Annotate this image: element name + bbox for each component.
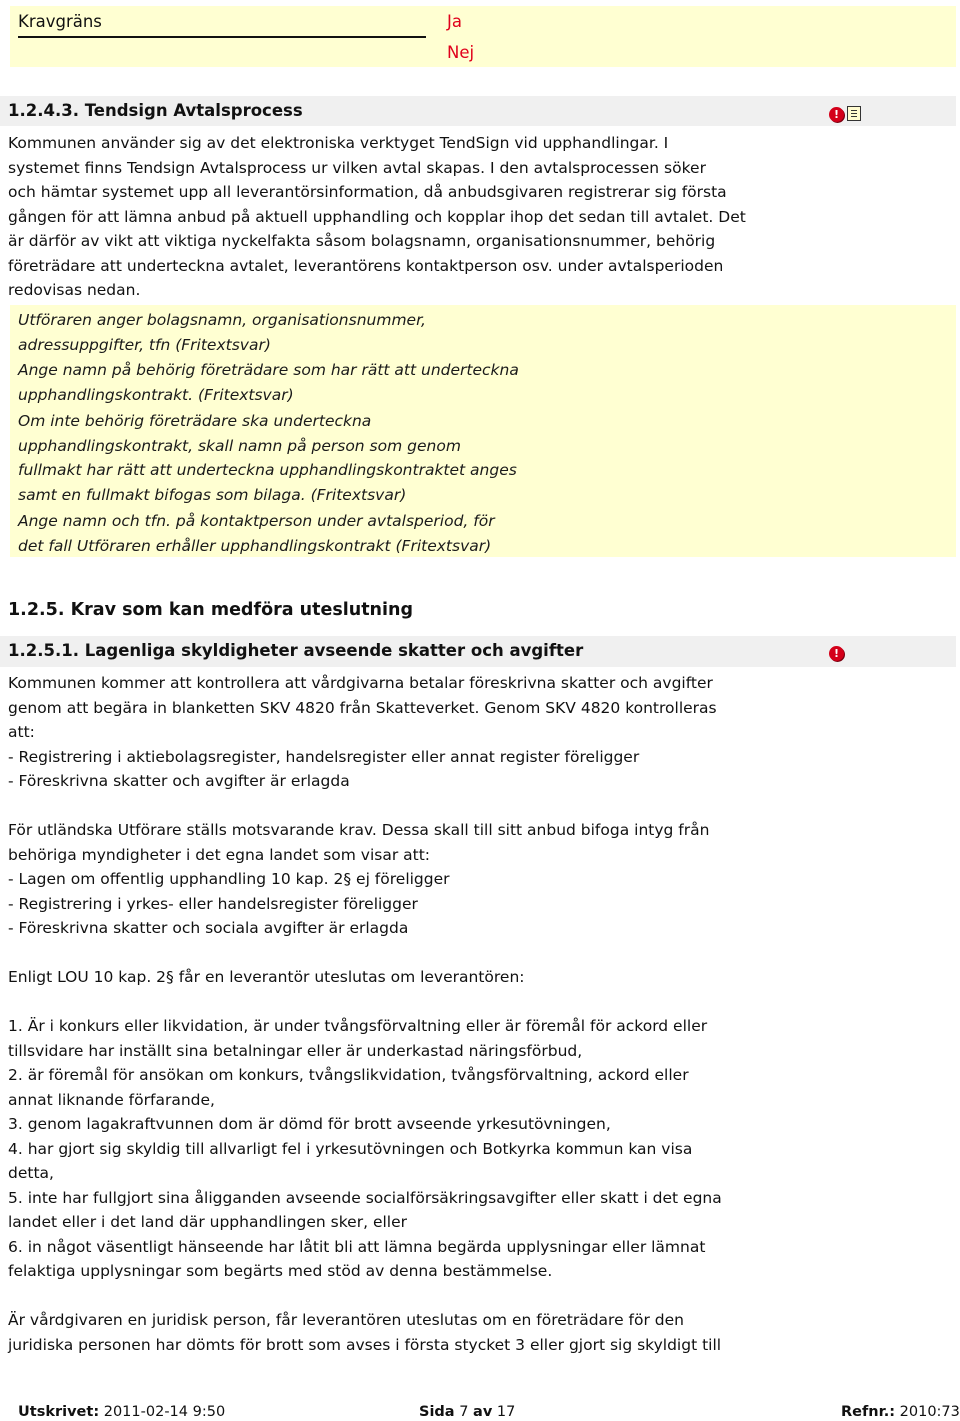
answer-field-signatory[interactable] xyxy=(18,358,519,407)
section-title-1-2-5-1: 1.2.5.1. Lagenliga skyldigheter avseende skatter och avgifter xyxy=(8,641,584,660)
reference-number xyxy=(841,1404,960,1420)
answer-line: upphandlingskontrakt. (Fritextsvar) xyxy=(18,385,294,404)
body-line: annat liknande förfarande, xyxy=(8,1090,215,1109)
body-line: För utländska Utförare ställs motsvarande krav. Dessa skall till sitt anbud bifoga intyg från xyxy=(8,821,710,839)
body-line: Enligt LOU 10 kap. 2§ får en leverantör uteslutas om leverantören: xyxy=(8,968,525,986)
page-number xyxy=(419,1404,515,1420)
body-line: behöriga myndigheter i det egna landet som visar att: xyxy=(8,845,431,864)
body-line: redovisas nedan. xyxy=(8,281,141,299)
page-label: Sida xyxy=(419,1404,455,1420)
ref-label: Refnr.: xyxy=(841,1404,896,1420)
answer-line: Ange namn och tfn. på kontaktperson under avtalsperiod, för xyxy=(18,512,495,530)
section-title-1-2-4-3: 1.2.4.3. Tendsign Avtalsprocess xyxy=(8,101,303,120)
answer-line: adressuppgifter, tfn (Fritextsvar) xyxy=(18,335,271,354)
body-line: - Föreskrivna skatter och avgifter är erlagda xyxy=(8,772,350,790)
section-body-1-2-5-1 xyxy=(8,671,798,1357)
page-current: 7 xyxy=(459,1404,469,1420)
requirement-underline xyxy=(18,36,426,38)
answer-line: Utföraren anger bolagsnamn, organisationsnummer, xyxy=(18,311,426,329)
page-of: av xyxy=(473,1404,493,1420)
ref-value: 2010:73 xyxy=(899,1404,960,1420)
answer-line: det fall Utföraren erhåller upphandlingskontrakt (Fritextsvar) xyxy=(18,536,492,555)
section-title-1-2-5: 1.2.5. Krav som kan medföra uteslutning xyxy=(8,600,414,620)
body-line: 4. har gjort sig skyldig till allvarligt fel i yrkesutövningen och Botkyrka kommun kan visa xyxy=(8,1139,693,1158)
answer-line: fullmakt har rätt att underteckna upphandlingskontraktet anges xyxy=(18,461,517,479)
body-line: är därför av vikt att viktiga nyckelfakta såsom bolagsnamn, organisationsnummer, behörig xyxy=(8,232,716,250)
blank-line xyxy=(8,794,798,819)
page-total: 17 xyxy=(496,1404,516,1420)
answer-line: samt en fullmakt bifogas som bilaga. (Fritextsvar) xyxy=(18,485,407,504)
body-line: att: xyxy=(8,723,35,741)
body-line: och hämtar systemet upp all leverantörsinformation, då anbudsgivaren registrerar sig första xyxy=(8,183,727,201)
body-line: Är vårdgivaren en juridisk person, får leverantören uteslutas om en företrädare för den xyxy=(8,1311,684,1329)
answer-field-proxy[interactable] xyxy=(18,409,517,507)
body-line: genom att begära in blanketten SKV 4820 från Skatteverket. Genom SKV 4820 kontrolleras xyxy=(8,698,717,717)
body-line: - Föreskrivna skatter och sociala avgifter är erlagda xyxy=(8,919,409,937)
note-icon[interactable] xyxy=(847,106,861,121)
body-line: - Lagen om offentlig upphandling 10 kap. 2§ ej föreligger xyxy=(8,870,450,888)
body-line: 2. är föremål för ansökan om konkurs, tvångslikvidation, tvångsförvaltning, ackord eller xyxy=(8,1066,689,1084)
section-body-1-2-4-3 xyxy=(8,131,798,303)
blank-line xyxy=(8,941,798,966)
blank-line xyxy=(8,990,798,1015)
body-line: 3. genom lagakraftvunnen dom är dömd för brott avseende yrkesutövningen, xyxy=(8,1115,611,1133)
requirement-label: Kravgräns xyxy=(18,12,102,31)
printed-date xyxy=(18,1404,225,1420)
body-line: - Registrering i yrkes- eller handelsregister föreligger xyxy=(8,894,418,913)
exclamation-icon: ! xyxy=(829,107,844,122)
body-line: Kommunen kommer att kontrollera att vårdgivarna betalar föreskrivna skatter och avgifter xyxy=(8,674,713,692)
blank-line xyxy=(8,1284,798,1309)
printed-label: Utskrivet: xyxy=(18,1404,100,1420)
body-line: systemet finns Tendsign Avtalsprocess ur vilken avtal skapas. I den avtalsprocessen söker xyxy=(8,158,706,177)
body-line: 6. in något väsentligt hänseende har låtit bli att lämna begärda upplysningar eller lämnat xyxy=(8,1237,706,1256)
body-line: företrädare att underteckna avtalet, leverantörens kontaktperson osv. under avtalsperioden xyxy=(8,256,724,275)
body-line: 5. inte har fullgjort sina åligganden avseende socialförsäkringsavgifter eller skatt i det egna xyxy=(8,1188,722,1207)
answer-line: Om inte behörig företrädare ska underteckna xyxy=(18,412,372,430)
body-line: - Registrering i aktiebolagsregister, handelsregister eller annat register föreligger xyxy=(8,747,640,766)
answer-line: Ange namn på behörig företrädare som har rätt att underteckna xyxy=(18,361,519,379)
body-line: felaktiga upplysningar som begärts med stöd av denna bestämmelse. xyxy=(8,1262,553,1280)
body-line: 1. Är i konkurs eller likvidation, är under tvångsförvaltning eller är föremål för ackord eller xyxy=(8,1017,708,1035)
body-line: detta, xyxy=(8,1164,54,1182)
answer-field-contact[interactable] xyxy=(18,509,495,558)
body-line: Kommunen använder sig av det elektroniska verktyget TendSign vid upphandlingar. I xyxy=(8,134,669,152)
body-line: juridiska personen har dömts för brott som avses i första stycket 3 eller gjort sig skyldigt till xyxy=(8,1335,722,1354)
answer-field-company[interactable] xyxy=(18,308,426,357)
body-line: tillsvidare har inställt sina betalningar eller är underkastad näringsförbud, xyxy=(8,1041,583,1060)
body-line: landet eller i det land där upphandlingen sker, eller xyxy=(8,1213,408,1231)
printed-value: 2011-02-14 9:50 xyxy=(103,1404,226,1420)
body-line: gången för att lämna anbud på aktuell upphandling och kopplar ihop det sedan till avtalet. Det xyxy=(8,207,746,226)
exclamation-icon: ! xyxy=(829,646,844,661)
option-no[interactable]: Nej xyxy=(447,43,475,62)
option-yes[interactable]: Ja xyxy=(447,12,462,31)
answer-line: upphandlingskontrakt, skall namn på person som genom xyxy=(18,436,461,455)
